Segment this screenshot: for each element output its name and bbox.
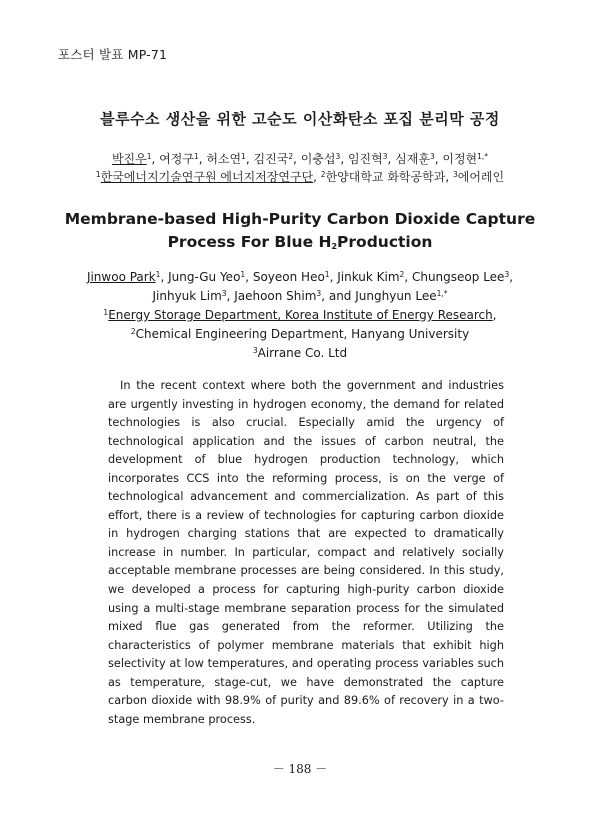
english-affiliation: Airrane Co. Ltd [257, 346, 348, 360]
korean-author-name: 박진우 [111, 152, 147, 166]
korean-affiliations: $^1$한국에너지기술연구원 에너지저장연구단, $^2$한양대학교 화학공학과, $^3$에어레인 [95, 170, 505, 184]
korean-author-name: 허소연 [206, 152, 242, 166]
english-title [0, 208, 600, 254]
korean-author-sup: 1 [241, 152, 246, 161]
korean-author-name: 이충섭 [300, 152, 336, 166]
english-author-sup: 3 [504, 270, 510, 279]
affiliation-sup: 1 [103, 308, 109, 317]
english-author-name: Jung-Gu Yeo [168, 270, 241, 284]
english-author-sup: 3 [316, 289, 322, 298]
korean-author-sup: 1 [193, 152, 199, 161]
korean-author-sup: 3 [382, 152, 388, 161]
korean-author-sup: 2 [288, 152, 294, 161]
english-author-name: Junghyun Lee [355, 289, 437, 303]
english-author-name: Jinwoo Park [86, 270, 156, 284]
affiliation-sup: 3 [452, 170, 458, 179]
english-title-line2a: Process For Blue H [167, 233, 332, 251]
korean-author-name: 여정구 [159, 152, 194, 166]
english-affiliation: Chemical Engineering Department, Hanyang University [135, 327, 470, 341]
poster-session-tag: 포스터 발표 MP-71 [58, 47, 168, 62]
korean-title: 블루수소 생산을 위한 고순도 이산화탄소 포집 분리막 공정 [100, 110, 500, 128]
korean-author-name: 임진혁 [347, 152, 383, 166]
english-author-list: Jinwoo Park$^1$, Jung-Gu Yeo$^1$, Soyeon Heo$^1$, Jinkuk Kim$^2$, Chungseop Lee$^3$, Jinhyuk Lim$^3$, Jaehoon Shim$^3$, and Junghyun Lee$^{1,*}$ [86, 270, 514, 303]
affiliation-sup: 1 [95, 170, 101, 179]
affiliation-sup: 2 [130, 327, 136, 336]
english-title-subscript: 2 [331, 242, 338, 251]
english-affiliations: $^1$Energy Storage Department, Korea Institute of Energy Research, $^2$Chemical Engineering Department, Hanyang University $^3$Airrane Co. Ltd [103, 308, 497, 360]
korean-author-sup: 1 [146, 152, 152, 161]
english-title-line2b: Production [337, 233, 433, 251]
english-title-line1: Membrane-based High-Purity Carbon Dioxide Capture [64, 210, 536, 228]
korean-author-sup: 3 [335, 152, 341, 161]
english-author-name: Chungseop Lee [411, 270, 505, 284]
english-author-sup: 1,* [436, 289, 448, 298]
page-number: － 188 － [272, 762, 328, 776]
english-author-sup: 1 [324, 270, 330, 279]
english-author-name: Jaehoon Shim [234, 289, 317, 303]
english-author-sup: 1 [240, 270, 246, 279]
english-author-sup: 3 [221, 289, 227, 298]
korean-author-name: 심재훈 [395, 152, 430, 166]
affiliation-sup: 2 [320, 170, 326, 179]
english-author-name: Jinhyuk Lim [152, 289, 222, 303]
english-affiliation: Energy Storage Department, Korea Institute of Energy Research [108, 308, 493, 322]
korean-author-sup: 1,* [477, 152, 489, 161]
abstract-paragraph: In the recent context where both the government and industries are urgently investing in hydrogen economy, the demand for related technologies is also crucial. Especially amid the urgency of technological application and the issues of carbon neutral, the development of blue hydrogen production technology, which incorporates CCS into the reforming process, is on the verge of technological advancement and commercialization. As part of this effort, there is a review of technologies for capturing carbon dioxide in hydrogen charging stations that are expected to dramatically increase in number. In particular, compact and relatively socially acceptable membrane processes are being considered. In this study, we developed a process for capturing high-purity carbon dioxide using a multi-stage membrane separation process for the simulated mixed flue gas generated from the reformer. Utilizing the characteristics of polymer membrane materials that exhibit high selectivity at low temperatures, and operating process variables such as temperature, stage-cut, we have demonstrated the capture carbon dioxide with 98.9% of purity and 89.6% of recovery in a two-stage membrane process. [108, 379, 504, 726]
korean-author-name: 이정현 [442, 152, 478, 166]
korean-affiliation: 에어레인 [457, 170, 505, 184]
english-author-name: Jinkuk Kim [337, 270, 400, 284]
korean-affiliation: 한국에너지기술연구원 에너지저장연구단 [100, 170, 314, 184]
affiliation-sup: 3 [252, 346, 258, 355]
korean-author-list: 박진우$^1$, 여정구$^1$, 허소연$^1$, 김진국$^2$, 이충섭$^3$, 임진혁$^3$, 심재훈$^3$, 이정현$^{1,*}$ [111, 152, 489, 166]
english-author-sup: 1 [155, 270, 161, 279]
english-and-word: and [328, 289, 352, 303]
korean-author-name: 김진국 [253, 152, 289, 166]
korean-affiliation: 한양대학교 화학공학과 [325, 170, 446, 184]
korean-author-sup: 3 [429, 152, 435, 161]
english-author-name: Soyeon Heo [252, 270, 325, 284]
english-author-sup: 2 [399, 270, 405, 279]
